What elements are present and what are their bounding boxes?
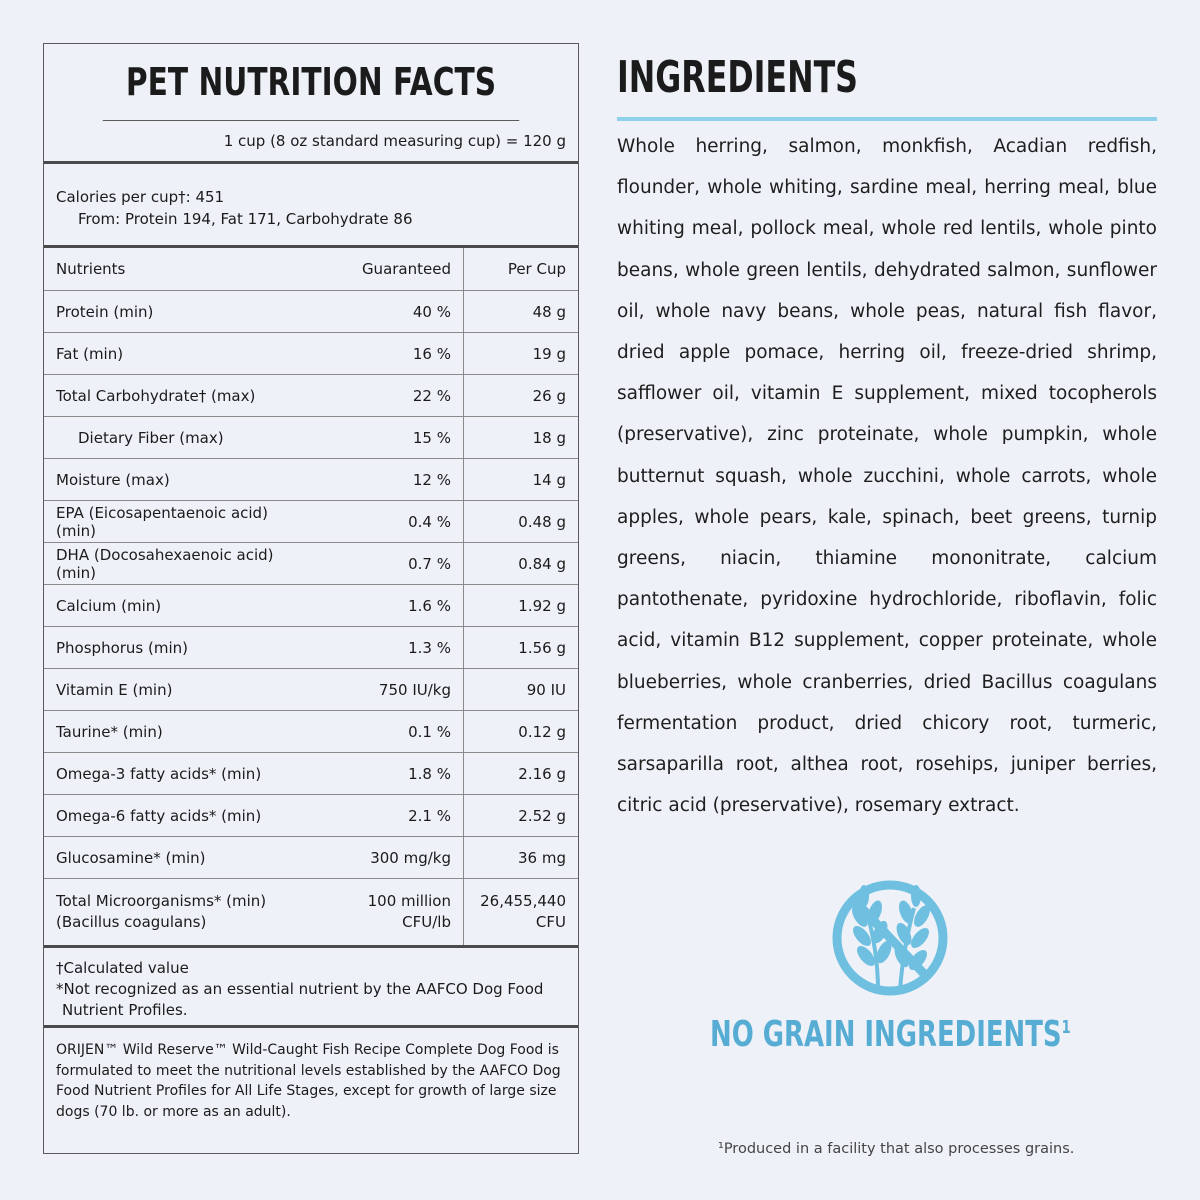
nutrient-per-cup: 2.52 g bbox=[464, 795, 579, 837]
facility-footnote: ¹Produced in a facility that also processes grains. bbox=[718, 1141, 1075, 1157]
calories-from: From: Protein 194, Fat 171, Carbohydrate 86 bbox=[78, 210, 413, 228]
nutrient-name: Taurine* (min) bbox=[44, 711, 289, 753]
no-grain-label bbox=[710, 1014, 1071, 1055]
footnotes bbox=[44, 948, 578, 1028]
table-row bbox=[44, 627, 578, 669]
nutrient-guaranteed: 40 % bbox=[289, 291, 464, 333]
nutrition-facts-panel bbox=[43, 43, 579, 1154]
nutrient-per-cup: 0.48 g bbox=[464, 501, 579, 543]
nutrient-per-cup: 18 g bbox=[464, 417, 579, 459]
header-nutrients: Nutrients bbox=[44, 248, 289, 291]
table-row bbox=[44, 711, 578, 753]
micro-guaranteed-line1: 100 million bbox=[367, 892, 451, 910]
nutrient-name: Phosphorus (min) bbox=[44, 627, 289, 669]
nutrient-guaranteed: 1.3 % bbox=[289, 627, 464, 669]
micro-per-cup-line2: CFU bbox=[535, 913, 566, 931]
nutrient-name: Glucosamine* (min) bbox=[44, 837, 289, 879]
no-grain-label-sup: 1 bbox=[1061, 1017, 1071, 1038]
nutrient-per-cup: 0.84 g bbox=[464, 543, 579, 585]
nutrient-per-cup: 48 g bbox=[464, 291, 579, 333]
nutrient-guaranteed: 2.1 % bbox=[289, 795, 464, 837]
table-row bbox=[44, 585, 578, 627]
nutrient-guaranteed: 300 mg/kg bbox=[289, 837, 464, 879]
nutrient-per-cup: 1.56 g bbox=[464, 627, 579, 669]
nutrient-per-cup: 26 g bbox=[464, 375, 579, 417]
ingredients-list: Whole herring, salmon, monkfish, Acadian redfish, flounder, whole whiting, sardine meal, herring meal, blue whiting meal, pollock meal, whole red lentils, whole pinto beans, whole green lentils, dehydrated salmon, sunflower oil, whole navy beans, whole peas, natural fish flavor, dried apple pomace, herring oil, freeze-dried shrimp, safflower oil, vitamin E supplement, mixed tocopherols (preservative), zinc proteinate, whole pumpkin, whole butternut squash, whole zucchini, whole carrots, whole apples, whole pears, kale, spinach, beet greens, turnip greens, niacin, thiamine mononitrate, calcium pantothenate, pyridoxine hydrochloride, riboflavin, folic acid, vitamin B12 supplement, copper proteinate, whole blueberries, whole cranberries, dried Bacillus coagulans fermentation product, dried chicory root, turmeric, sarsaparilla root, althea root, rosehips, juniper berries, citric acid (preservative), rosemary extract. bbox=[617, 136, 1157, 817]
nutrient-name: Fat (min) bbox=[44, 333, 289, 375]
nutrient-guaranteed: 0.1 % bbox=[289, 711, 464, 753]
nutrient-guaranteed: 1.8 % bbox=[289, 753, 464, 795]
micro-per-cup-line1: 26,455,440 bbox=[480, 892, 566, 910]
nutrient-name: Dietary Fiber (max) bbox=[44, 417, 289, 459]
calories-line: Calories per cup†: 451 bbox=[56, 188, 225, 206]
nutrient-per-cup: 90 IU bbox=[464, 669, 579, 711]
nutrient-name: Moisture (max) bbox=[44, 459, 289, 501]
table-row bbox=[44, 375, 578, 417]
table-row bbox=[44, 291, 578, 333]
nutrient-guaranteed: 12 % bbox=[289, 459, 464, 501]
table-row bbox=[44, 417, 578, 459]
nutrient-guaranteed: 0.7 % bbox=[289, 543, 464, 585]
table-row bbox=[44, 543, 578, 585]
nutrient-name: DHA (Docosahexaenoic acid) (min) bbox=[44, 543, 289, 585]
nutrient-guaranteed bbox=[289, 879, 464, 947]
micro-name-line1: Total Microorganisms* (min) bbox=[56, 892, 267, 910]
nutrient-per-cup: 2.16 g bbox=[464, 753, 579, 795]
nutrient-per-cup: 19 g bbox=[464, 333, 579, 375]
nutrient-name: EPA (Eicosapentaenoic acid) (min) bbox=[44, 501, 289, 543]
nutrient-table bbox=[44, 248, 578, 948]
ingredients-divider bbox=[617, 117, 1157, 121]
table-row bbox=[44, 501, 578, 543]
nutrient-guaranteed: 0.4 % bbox=[289, 501, 464, 543]
header-per-cup: Per Cup bbox=[464, 248, 579, 291]
table-row bbox=[44, 795, 578, 837]
nutrient-name: Omega-6 fatty acids* (min) bbox=[44, 795, 289, 837]
micro-name-line2: (Bacillus coagulans) bbox=[56, 913, 207, 931]
nutrient-name: Omega-3 fatty acids* (min) bbox=[44, 753, 289, 795]
micro-guaranteed-line2: CFU/lb bbox=[402, 913, 451, 931]
nutrient-per-cup: 1.92 g bbox=[464, 585, 579, 627]
nutrient-name: Calcium (min) bbox=[44, 585, 289, 627]
ingredients-title: INGREDIENTS bbox=[617, 52, 859, 103]
nutrient-guaranteed: 15 % bbox=[289, 417, 464, 459]
nutrient-guaranteed: 16 % bbox=[289, 333, 464, 375]
table-row bbox=[44, 459, 578, 501]
nutrient-name: Total Carbohydrate† (max) bbox=[44, 375, 289, 417]
no-grain-icon bbox=[830, 878, 950, 998]
footnote-aafco: *Not recognized as an essential nutrient by the AAFCO Dog Food bbox=[56, 980, 544, 998]
table-row-microorganisms bbox=[44, 879, 578, 947]
nutrient-name bbox=[44, 879, 289, 947]
calories-block bbox=[44, 164, 578, 248]
nutrient-table-header bbox=[44, 248, 578, 291]
table-row bbox=[44, 837, 578, 879]
table-row bbox=[44, 333, 578, 375]
nutrient-guaranteed: 1.6 % bbox=[289, 585, 464, 627]
nutrition-title: PET NUTRITION FACTS bbox=[103, 44, 520, 121]
nutrient-per-cup: 36 mg bbox=[464, 837, 579, 879]
table-row bbox=[44, 669, 578, 711]
serving-size: 1 cup (8 oz standard measuring cup) = 120 g bbox=[44, 121, 578, 164]
nutrient-per-cup: 14 g bbox=[464, 459, 579, 501]
aafco-statement: ORIJEN™ Wild Reserve™ Wild-Caught Fish Recipe Complete Dog Food is formulated to meet the nutritional levels established by the AAFCO Dog Food Nutrient Profiles for All Life Stages, except for growth of large size dogs (70 lb. or more as an adult). bbox=[56, 1042, 561, 1120]
nutrient-name: Vitamin E (min) bbox=[44, 669, 289, 711]
nutrient-guaranteed: 22 % bbox=[289, 375, 464, 417]
header-guaranteed: Guaranteed bbox=[289, 248, 464, 291]
nutrient-per-cup bbox=[464, 879, 579, 947]
footnote-aafco-cont: Nutrient Profiles. bbox=[62, 1001, 188, 1019]
nutrient-guaranteed: 750 IU/kg bbox=[289, 669, 464, 711]
nutrient-name: Protein (min) bbox=[44, 291, 289, 333]
table-row bbox=[44, 753, 578, 795]
footnote-calculated: †Calculated value bbox=[56, 959, 189, 977]
no-grain-label-text: NO GRAIN INGREDIENTS bbox=[710, 1014, 1062, 1055]
nutrient-per-cup: 0.12 g bbox=[464, 711, 579, 753]
